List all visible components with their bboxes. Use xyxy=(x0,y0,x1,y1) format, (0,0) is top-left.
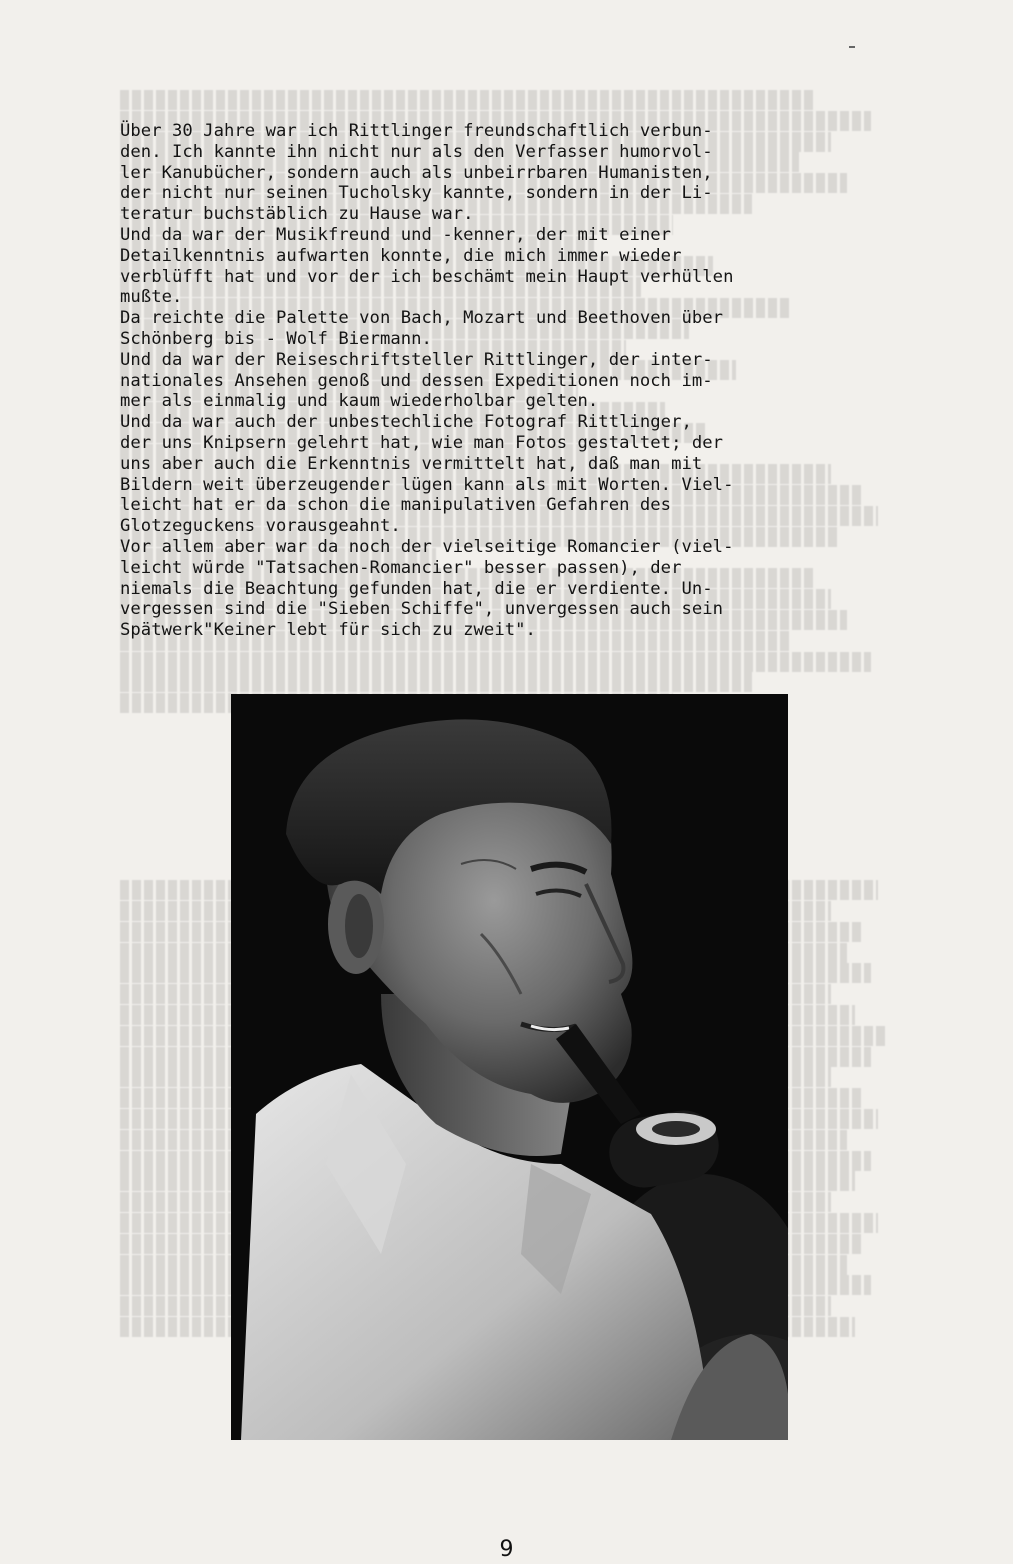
body-line: Da reichte die Palette von Bach, Mozart und Beethoven über xyxy=(120,308,724,329)
body-line: vergessen sind die "Sieben Schiffe", unvergessen auch sein xyxy=(120,599,724,620)
body-line: der nicht nur seinen Tucholsky kannte, sondern in der Li- xyxy=(120,183,713,204)
body-line: verblüfft hat und vor der ich beschämt mein Haupt verhüllen xyxy=(120,266,734,287)
body-line: uns aber auch die Erkenntnis vermittelt hat, daß man mit xyxy=(120,453,703,474)
body-line: Vor allem aber war da noch der vielseitige Romancier (viel- xyxy=(120,536,734,557)
body-line: Und da war der Musikfreund und -kenner, der mit einer xyxy=(120,224,672,245)
body-line: Bildern weit überzeugender lügen kann als mit Worten. Viel- xyxy=(120,474,734,495)
body-line: teratur buchstäblich zu Hause war. xyxy=(120,204,474,225)
portrait-photo xyxy=(231,694,788,1440)
body-line: mer als einmalig und kaum wiederholbar gelten. xyxy=(120,391,599,412)
body-line: Detailkenntnis aufwarten konnte, die mich immer wieder xyxy=(120,245,682,266)
body-line: Und da war auch der unbestechliche Fotograf Rittlinger, xyxy=(120,412,692,433)
body-line: niemals die Beachtung gefunden hat, die er verdiente. Un- xyxy=(120,578,713,599)
body-line: Glotzeguckens vorausgeahnt. xyxy=(120,516,401,537)
body-line: Über 30 Jahre war ich Rittlinger freundschaftlich verbun- xyxy=(120,121,713,141)
body-line: Schönberg bis - Wolf Biermann. xyxy=(120,328,432,349)
body-line: ler Kanubücher, sondern auch als unbeirrbaren Humanisten, xyxy=(120,162,713,183)
body-line: Und da war der Reiseschriftsteller Rittlinger, der inter- xyxy=(120,349,713,370)
page-number: 9 xyxy=(499,1537,514,1562)
body-line: der uns Knipsern gelehrt hat, wie man Fotos gestaltet; der xyxy=(120,432,724,453)
body-text xyxy=(120,121,910,641)
body-line: leicht würde "Tatsachen-Romancier" besser passen), der xyxy=(120,557,682,578)
body-line: nationales Ansehen genoß und dessen Expeditionen noch im- xyxy=(120,370,713,391)
body-line: den. Ich kannte ihn nicht nur als den Verfasser humorvol- xyxy=(120,141,713,162)
portrait-photo-drawing xyxy=(231,694,788,1440)
body-line: mußte. xyxy=(120,287,183,308)
body-line: Spätwerk"Keiner lebt für sich zu zweit". xyxy=(120,620,536,641)
body-line: leicht hat er da schon die manipulativen Gefahren des xyxy=(120,495,672,516)
stray-ink-mark xyxy=(849,46,855,48)
